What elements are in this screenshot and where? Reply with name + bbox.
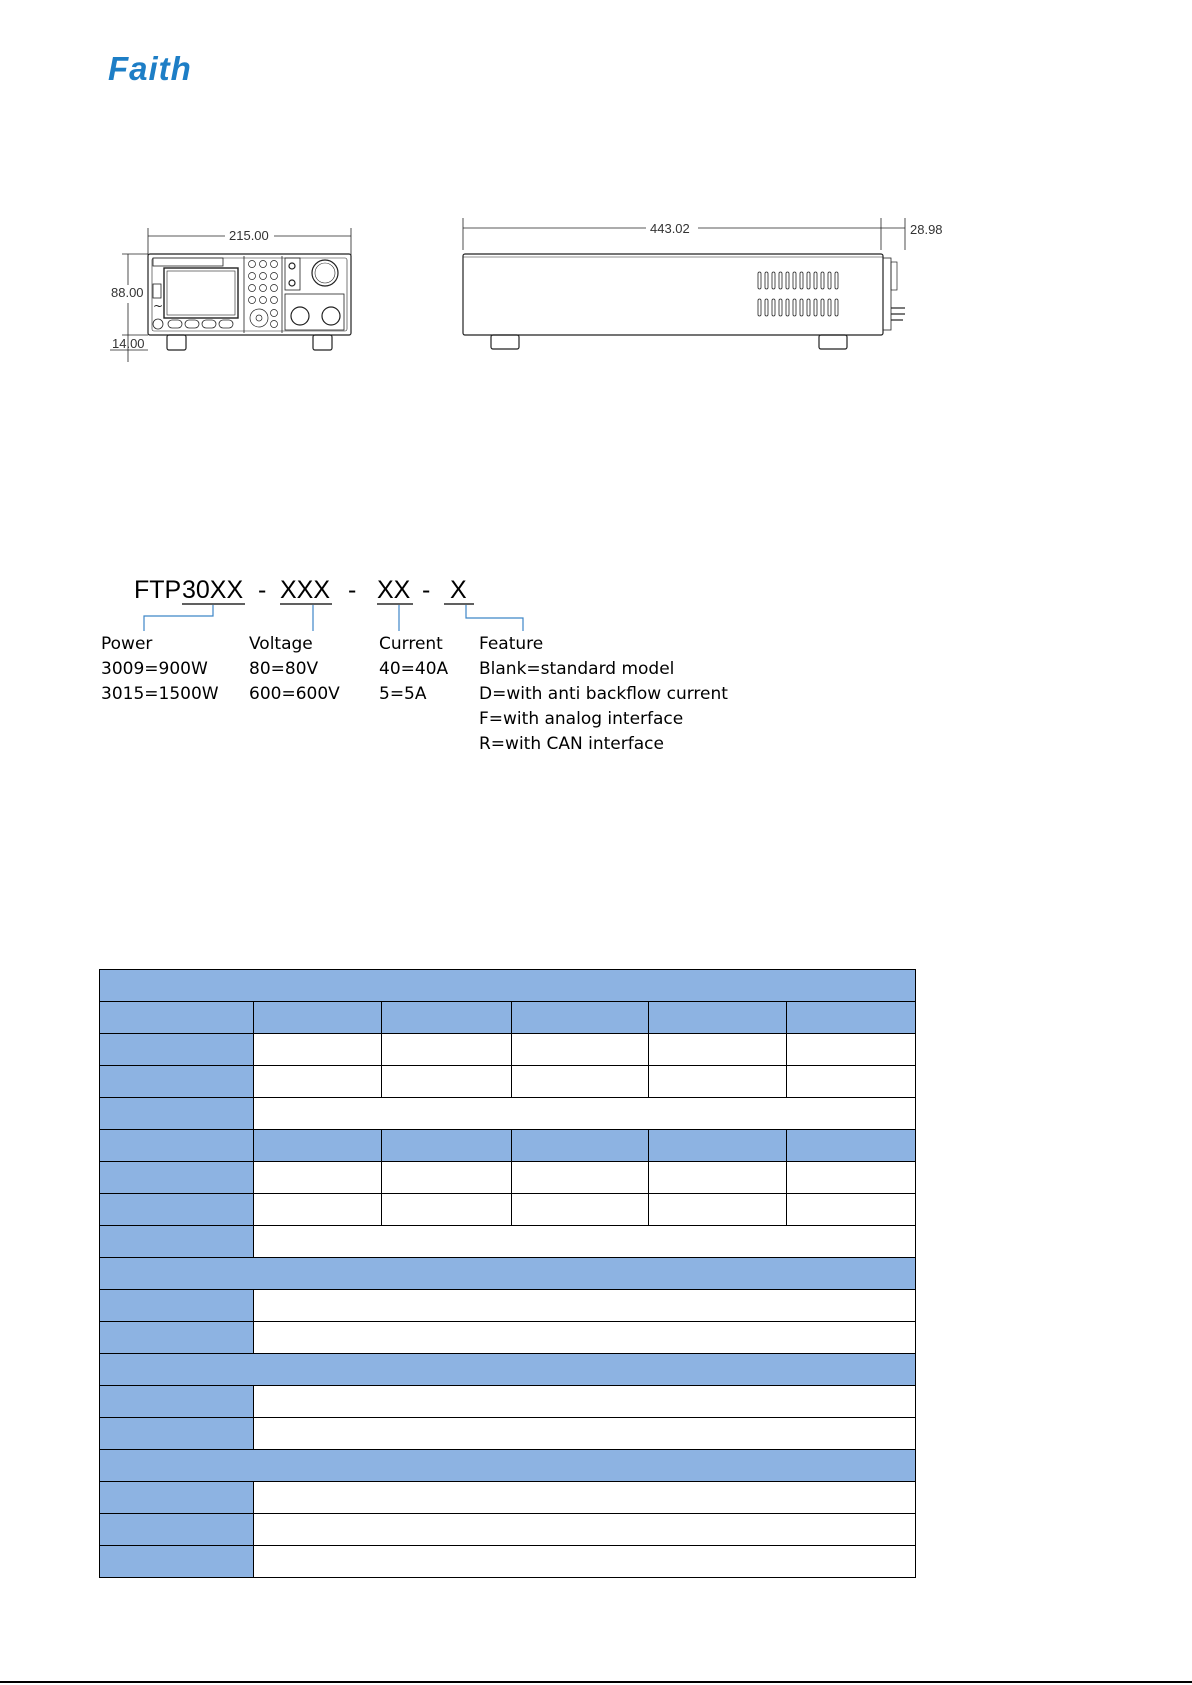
table-cell <box>512 1162 649 1194</box>
table-section-header <box>100 1450 916 1482</box>
model-separator: - <box>258 576 267 604</box>
legend-item: R=with CAN interface <box>479 734 664 754</box>
table-cell <box>787 1194 916 1226</box>
table-cell <box>254 1546 916 1578</box>
table-cell <box>254 1290 916 1322</box>
legend-title: Current <box>379 634 443 654</box>
table-row <box>100 1162 916 1194</box>
table-cell <box>100 1290 254 1322</box>
table-cell <box>254 1162 382 1194</box>
model-separator: - <box>348 576 357 604</box>
table-cell <box>787 1002 916 1034</box>
table-cell <box>382 1034 512 1066</box>
table-cell <box>100 1546 254 1578</box>
table-row <box>100 1546 916 1578</box>
table-row <box>100 1418 916 1450</box>
table-cell <box>254 1418 916 1450</box>
table-cell <box>254 1066 382 1098</box>
table-cell <box>254 1226 916 1258</box>
legend-voltage <box>249 632 340 707</box>
table-cell <box>382 1066 512 1098</box>
table-cell <box>254 1322 916 1354</box>
table-cell <box>512 1034 649 1066</box>
front-foot-dimension: 14.00 <box>112 336 145 351</box>
spec-table <box>99 969 916 1578</box>
table-row <box>100 1514 916 1546</box>
side-rear-dimension: 28.98 <box>910 222 943 237</box>
table-cell <box>382 1130 512 1162</box>
table-cell <box>787 1162 916 1194</box>
model-separator: - <box>422 576 431 604</box>
legend-item: 40=40A <box>379 659 449 679</box>
legend-item: 80=80V <box>249 659 319 679</box>
table-cell <box>512 1130 649 1162</box>
legend-item: D=with anti backflow current <box>479 684 728 704</box>
legend-title: Voltage <box>249 634 313 654</box>
faith-logo: Faith <box>108 50 192 87</box>
table-cell <box>512 1066 649 1098</box>
table-row <box>100 1290 916 1322</box>
table-cell <box>649 1002 787 1034</box>
legend-item: 3009=900W <box>101 659 208 679</box>
table-cell <box>100 1418 254 1450</box>
table-cell <box>254 1098 916 1130</box>
table-row <box>100 1002 916 1034</box>
legend-item: 600=600V <box>249 684 340 704</box>
table-cell <box>787 1130 916 1162</box>
model-part-feature: X <box>450 576 467 604</box>
table-cell <box>100 1130 254 1162</box>
table-cell <box>382 1002 512 1034</box>
table-row <box>100 1482 916 1514</box>
model-part-power: 30XX <box>182 576 244 604</box>
front-width-dimension: 215.00 <box>229 228 269 243</box>
table-row <box>100 1354 916 1386</box>
table-cell <box>254 1482 916 1514</box>
table-row <box>100 1098 916 1130</box>
table-cell <box>100 1194 254 1226</box>
table-cell <box>100 1386 254 1418</box>
legend-item: 5=5A <box>379 684 427 704</box>
table-cell <box>382 1194 512 1226</box>
legend-title: Power <box>101 634 153 654</box>
table-cell <box>100 1066 254 1098</box>
table-cell <box>100 1322 254 1354</box>
table-cell <box>254 1034 382 1066</box>
table-cell <box>512 1002 649 1034</box>
leader-lines <box>144 605 523 631</box>
legend-title: Feature <box>479 634 544 654</box>
svg-text:~: ~ <box>153 299 164 313</box>
table-section-header <box>100 970 916 1002</box>
table-cell <box>787 1066 916 1098</box>
table-row <box>100 1258 916 1290</box>
table-cell <box>254 1514 916 1546</box>
table-cell <box>649 1194 787 1226</box>
page-bottom-rule <box>0 1681 1192 1683</box>
table-row <box>100 1386 916 1418</box>
side-vents <box>758 272 838 316</box>
legend-item: F=with analog interface <box>479 709 684 729</box>
table-cell <box>254 1130 382 1162</box>
table-cell <box>787 1034 916 1066</box>
side-view-drawing <box>463 218 905 349</box>
table-section-header <box>100 1258 916 1290</box>
legend-item: 3015=1500W <box>101 684 219 704</box>
table-cell <box>100 1098 254 1130</box>
table-cell <box>649 1066 787 1098</box>
table-cell <box>100 1226 254 1258</box>
table-row <box>100 1034 916 1066</box>
front-view-drawing <box>110 228 351 362</box>
table-cell <box>254 1194 382 1226</box>
legend-feature <box>479 632 728 757</box>
table-row <box>100 1130 916 1162</box>
legend-power <box>101 632 219 707</box>
model-prefix: FTP <box>134 576 182 604</box>
model-part-current: XX <box>377 576 411 604</box>
model-part-voltage: XXX <box>280 576 331 604</box>
table-cell <box>100 1002 254 1034</box>
front-height-dimension: 88.00 <box>111 285 144 300</box>
table-cell <box>100 1034 254 1066</box>
table-cell <box>254 1386 916 1418</box>
side-length-dimension: 443.02 <box>650 221 690 236</box>
table-cell <box>649 1162 787 1194</box>
table-cell <box>100 1482 254 1514</box>
table-row <box>100 1194 916 1226</box>
table-row <box>100 1066 916 1098</box>
table-cell <box>649 1130 787 1162</box>
table-row <box>100 1226 916 1258</box>
table-row <box>100 970 916 1002</box>
table-row <box>100 1450 916 1482</box>
table-cell <box>100 1162 254 1194</box>
table-cell <box>254 1002 382 1034</box>
table-cell <box>100 1514 254 1546</box>
legend-item: Blank=standard model <box>479 659 675 679</box>
table-cell <box>512 1194 649 1226</box>
table-section-header <box>100 1354 916 1386</box>
legend-current <box>379 632 448 707</box>
table-cell <box>382 1162 512 1194</box>
model-code <box>134 576 523 631</box>
table-row <box>100 1322 916 1354</box>
table-cell <box>649 1034 787 1066</box>
